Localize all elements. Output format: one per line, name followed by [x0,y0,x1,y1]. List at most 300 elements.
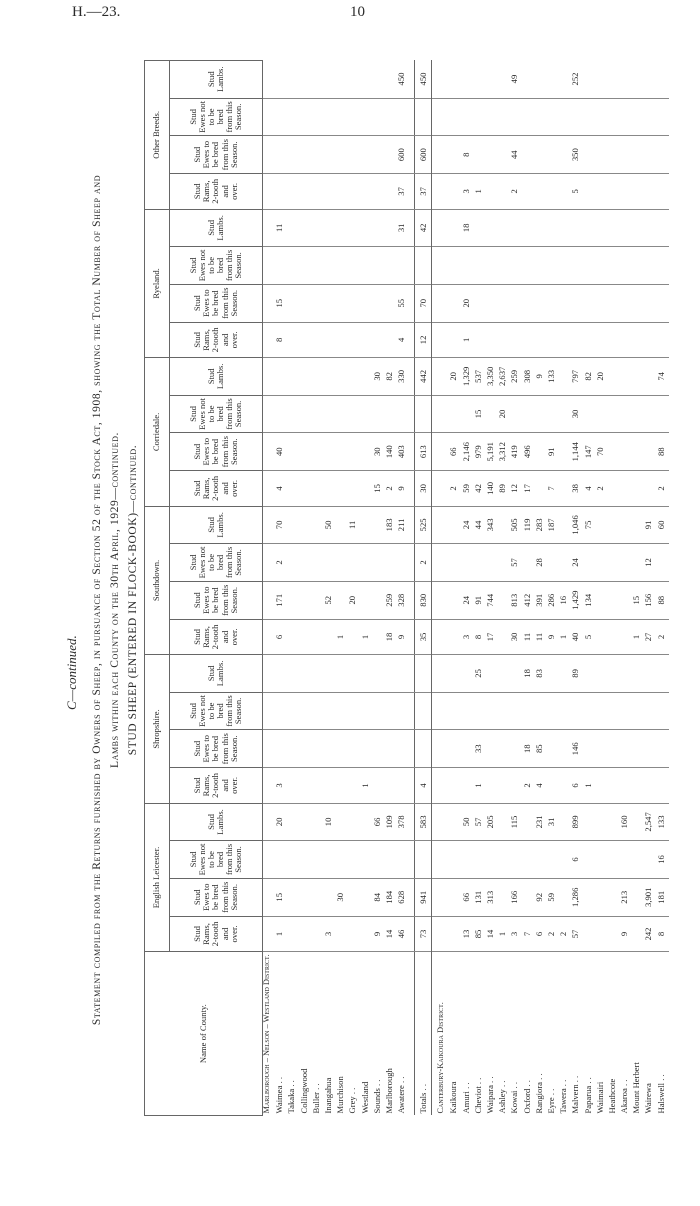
value-cell: 12 [510,471,522,507]
value-cell [348,692,360,730]
value-cell [287,730,299,768]
value-cell [336,209,348,246]
value-cell: 403 [397,433,409,471]
value-cell [348,395,360,433]
value-cell [361,730,373,768]
value-cell: 4 [415,768,432,804]
value-cell [620,284,632,322]
breed-header: Ryeland. [145,209,170,358]
value-cell: 156 [644,581,656,619]
value-cell: 7 [523,916,535,952]
title-line-2: Lambs within each County on the 30th April, 1929—continued. [109,431,121,769]
value-cell [373,692,385,730]
table-row [498,61,510,1116]
county-name: Malvern . . [570,1075,581,1114]
value-cell [300,655,312,692]
value-cell [348,730,360,768]
value-cell [584,61,596,99]
value-cell [486,284,498,322]
value-cell [462,61,474,99]
value-cell: 13 [462,916,474,952]
value-cell: 35 [415,619,432,655]
value-cell [287,395,299,433]
value-cell [596,136,608,174]
value-cell [287,841,299,879]
value-cell [336,174,348,210]
value-cell: 899 [571,803,583,840]
district-heading-row [437,61,449,1116]
value-cell [547,61,559,99]
value-cell [474,692,486,730]
value-cell: 16 [559,581,571,619]
value-cell [547,174,559,210]
value-cell: 133 [547,358,559,395]
empty-cell [437,174,449,210]
value-cell: 30 [510,619,522,655]
value-cell [397,98,409,136]
value-cell [361,655,373,692]
empty-cell [437,655,449,692]
empty-cell [263,61,276,99]
value-cell: 242 [644,916,656,952]
value-cell: 18 [523,655,535,692]
value-cell [535,395,547,433]
value-cell: 600 [415,136,432,174]
value-cell [632,395,644,433]
table-row [324,61,336,1116]
value-cell [620,209,632,246]
value-cell: 12 [644,544,656,582]
value-cell [657,395,669,433]
value-cell [449,878,461,916]
value-cell: 15 [474,395,486,433]
value-cell: 24 [462,506,474,543]
value-cell [449,581,461,619]
value-cell: 134 [584,581,596,619]
value-cell [474,61,486,99]
value-cell [584,544,596,582]
value-cell [559,247,571,285]
value-cell [373,247,385,285]
value-cell [523,322,535,358]
value-cell [486,768,498,804]
value-cell: 7 [547,471,559,507]
value-cell [397,768,409,804]
county-name: Rangiora . . [533,1073,544,1114]
value-cell: 24 [462,581,474,619]
breed-header: Other Breeds. [145,61,170,210]
value-cell [373,841,385,879]
value-cell [415,692,432,730]
value-cell [361,471,373,507]
value-cell: 419 [510,433,522,471]
column-header: Stud Ewes to be bred from this Season. [170,284,263,322]
value-cell: 1,286 [571,878,583,916]
value-cell: 83 [535,655,547,692]
value-cell [559,322,571,358]
value-cell [474,209,486,246]
value-cell [312,284,324,322]
county-name: Wairewa [643,1083,654,1114]
value-cell: 42 [415,209,432,246]
value-cell: 4 [535,768,547,804]
value-cell: 70 [415,284,432,322]
value-cell: 20 [275,803,287,840]
value-cell [300,247,312,285]
value-cell [608,581,620,619]
value-cell [657,544,669,582]
value-cell [547,209,559,246]
value-cell [620,841,632,879]
value-cell: 187 [547,506,559,543]
value-cell [275,358,287,395]
value-cell [361,322,373,358]
value-cell: 979 [474,433,486,471]
table-row [385,61,397,1116]
value-cell [608,209,620,246]
value-cell [312,878,324,916]
value-cell [571,692,583,730]
value-cell: 2 [449,471,461,507]
value-cell [657,98,669,136]
breed-header: Shropshire. [145,655,170,804]
value-cell [510,395,522,433]
value-cell [510,768,522,804]
value-cell: 44 [510,136,522,174]
value-cell: 20 [596,358,608,395]
value-cell: 308 [523,358,535,395]
value-cell [632,692,644,730]
value-cell [523,878,535,916]
value-cell [523,692,535,730]
value-cell: 9 [397,471,409,507]
value-cell [462,730,474,768]
value-cell [584,136,596,174]
value-cell [361,136,373,174]
value-cell [620,544,632,582]
value-cell [498,655,510,692]
value-cell [535,284,547,322]
value-cell [385,841,397,879]
value-cell [596,174,608,210]
value-cell [462,692,474,730]
value-cell: 50 [462,803,474,840]
value-cell [559,98,571,136]
table-row [275,61,287,1116]
value-cell: 30 [336,878,348,916]
value-cell [300,471,312,507]
value-cell: 1 [361,768,373,804]
value-cell [644,174,656,210]
value-cell [644,247,656,285]
value-cell: 1 [474,768,486,804]
value-cell [373,655,385,692]
empty-cell [437,581,449,619]
county-name: Heathcote [606,1078,617,1114]
value-cell [523,61,535,99]
value-cell [632,61,644,99]
value-cell [474,284,486,322]
value-cell [312,322,324,358]
value-cell: 1 [632,619,644,655]
value-cell [312,395,324,433]
value-cell [300,284,312,322]
value-cell [385,395,397,433]
value-cell [275,98,287,136]
value-cell [596,284,608,322]
county-name: Cheviot . . [472,1077,483,1114]
value-cell [547,544,559,582]
value-cell [584,284,596,322]
value-cell [608,655,620,692]
value-cell: 2 [559,916,571,952]
value-cell: 11 [523,619,535,655]
value-cell: 14 [385,916,397,952]
value-cell: 1 [474,174,486,210]
value-cell [596,544,608,582]
value-cell: 442 [415,358,432,395]
rotated-page-content [52,60,692,1160]
value-cell: 3,350 [486,358,498,395]
value-cell: 211 [397,506,409,543]
empty-cell [437,284,449,322]
value-cell [620,247,632,285]
value-cell [287,692,299,730]
value-cell: 37 [415,174,432,210]
value-cell [498,98,510,136]
value-cell [657,730,669,768]
value-cell [324,692,336,730]
value-cell [547,841,559,879]
value-cell: 2 [596,471,608,507]
value-cell [486,174,498,210]
table-row [559,61,571,1116]
value-cell [547,768,559,804]
value-cell: 5 [584,619,596,655]
value-cell [287,581,299,619]
value-cell [312,98,324,136]
value-cell: 6 [571,841,583,879]
value-cell [644,471,656,507]
value-cell [547,692,559,730]
value-cell: 391 [535,581,547,619]
value-cell [486,655,498,692]
value-cell [348,803,360,840]
value-cell: 115 [510,803,522,840]
value-cell [373,322,385,358]
value-cell: 30 [373,433,385,471]
value-cell [584,916,596,952]
value-cell: 9 [397,619,409,655]
totals-row [415,61,432,1116]
value-cell [547,655,559,692]
value-cell [620,61,632,99]
value-cell [300,358,312,395]
value-cell [632,174,644,210]
value-cell [510,322,522,358]
value-cell [462,247,474,285]
value-cell: 8 [275,322,287,358]
value-cell [486,136,498,174]
value-cell [657,61,669,99]
empty-cell [437,841,449,879]
value-cell: 6 [571,768,583,804]
value-cell [608,433,620,471]
value-cell: 38 [571,471,583,507]
value-cell: 1 [361,619,373,655]
value-cell [523,247,535,285]
value-cell: 15 [275,878,287,916]
value-cell [300,395,312,433]
value-cell [535,136,547,174]
value-cell [449,768,461,804]
value-cell [348,98,360,136]
empty-cell [263,395,276,433]
value-cell: 3 [462,174,474,210]
value-cell [385,768,397,804]
value-cell [336,395,348,433]
value-cell [632,471,644,507]
value-cell [415,395,432,433]
value-cell [449,395,461,433]
value-cell [584,655,596,692]
value-cell [397,692,409,730]
value-cell: 92 [535,878,547,916]
value-cell [596,768,608,804]
value-cell [300,581,312,619]
value-cell [596,692,608,730]
value-cell: 797 [571,358,583,395]
value-cell [287,878,299,916]
value-cell [336,655,348,692]
value-cell [361,284,373,322]
value-cell: 89 [571,655,583,692]
value-cell: 525 [415,506,432,543]
value-cell [596,395,608,433]
value-cell [620,692,632,730]
value-cell: 91 [547,433,559,471]
value-cell [324,358,336,395]
value-cell [657,209,669,246]
value-cell [632,209,644,246]
value-cell [620,358,632,395]
table-row [361,61,373,1116]
value-cell [449,136,461,174]
value-cell: 6 [535,916,547,952]
value-cell [620,136,632,174]
table-row [348,61,360,1116]
value-cell [324,730,336,768]
value-cell: 133 [657,803,669,840]
value-cell: 313 [486,878,498,916]
empty-cell [437,506,449,543]
value-cell [596,803,608,840]
column-header: Stud Rams, 2-tooth and over. [170,619,263,655]
empty-cell [437,136,449,174]
value-cell [535,692,547,730]
value-cell [620,506,632,543]
value-cell [523,544,535,582]
value-cell [324,841,336,879]
value-cell [486,692,498,730]
value-cell [486,841,498,879]
value-cell [312,358,324,395]
value-cell [449,247,461,285]
value-cell: 350 [571,136,583,174]
value-cell [397,395,409,433]
value-cell: 50 [324,506,336,543]
value-cell [584,878,596,916]
value-cell [596,506,608,543]
stud-sheep-table [144,60,669,1116]
value-cell [336,730,348,768]
value-cell [449,692,461,730]
value-cell [397,730,409,768]
value-cell: 20 [462,284,474,322]
value-cell: 146 [571,730,583,768]
value-cell [373,730,385,768]
county-name: Takaka . . [286,1080,297,1114]
value-cell: 8 [462,136,474,174]
value-cell [373,61,385,99]
empty-cell [437,692,449,730]
value-cell: 450 [397,61,409,99]
value-cell: 91 [644,506,656,543]
value-cell [300,136,312,174]
value-cell [608,174,620,210]
value-cell [348,619,360,655]
value-cell [287,61,299,99]
empty-cell [263,136,276,174]
value-cell: 40 [571,619,583,655]
value-cell [361,581,373,619]
value-cell [584,209,596,246]
county-name: Ashley . . [497,1080,508,1114]
value-cell [620,322,632,358]
value-cell [336,544,348,582]
value-cell [336,803,348,840]
value-cell [415,98,432,136]
value-cell [596,730,608,768]
value-cell [415,841,432,879]
district-name: Marlborough – Nelson – Westland District. [262,954,271,1114]
value-cell: 119 [523,506,535,543]
value-cell [324,247,336,285]
value-cell: 37 [397,174,409,210]
table-row [535,61,547,1116]
column-header: Stud Ewes to be bred from this Season. [170,878,263,916]
value-cell [486,730,498,768]
value-cell [498,730,510,768]
value-cell: 85 [474,916,486,952]
county-name: Kaikoura [448,1081,459,1114]
value-cell: 66 [462,878,474,916]
value-cell: 40 [275,433,287,471]
value-cell [287,619,299,655]
value-cell [300,803,312,840]
value-cell [632,358,644,395]
empty-cell [437,916,449,952]
value-cell: 3,312 [498,433,510,471]
value-cell [608,395,620,433]
breed-header: English Leicester. [145,803,170,952]
value-cell [644,655,656,692]
name-of-county-header: Name of County. [145,952,263,1116]
value-cell [449,284,461,322]
value-cell [584,247,596,285]
value-cell: 24 [571,544,583,582]
value-cell [336,358,348,395]
